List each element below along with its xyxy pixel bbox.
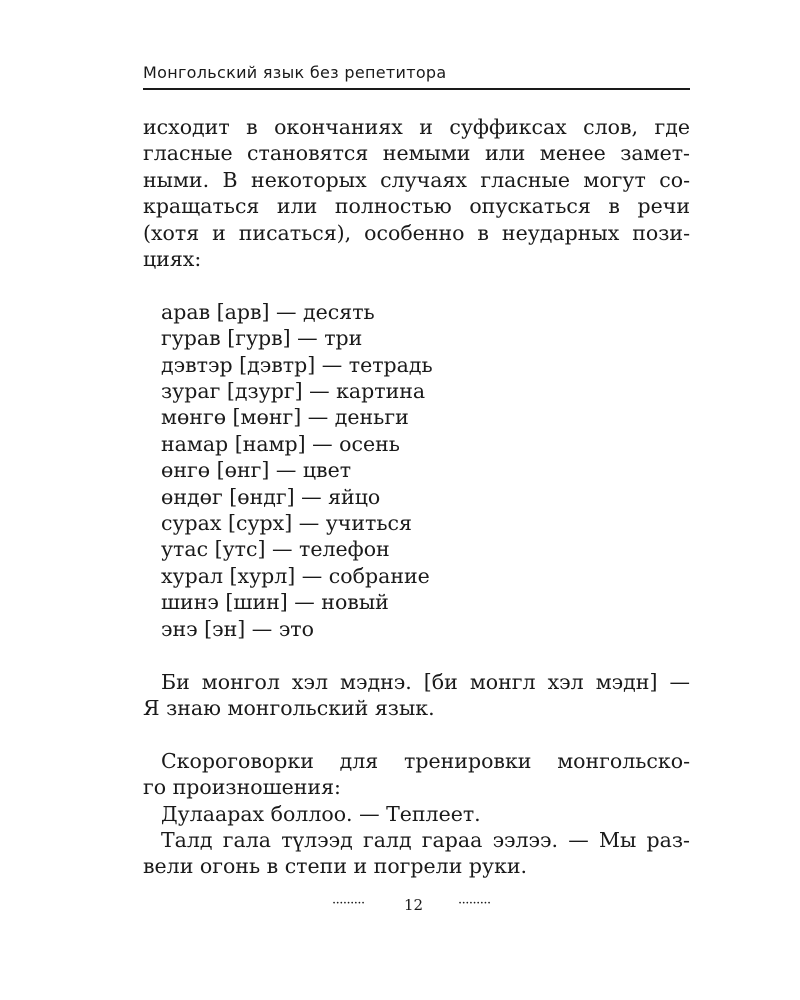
sentence-line: Би монгол хэл мэднэ. [би монгл хэл мэдн] — bbox=[161, 669, 690, 694]
section-heading-line: го произношения: bbox=[143, 775, 341, 800]
footer-dots-left: ········· bbox=[332, 896, 365, 911]
example-item: өнгө [өнг] — цвет bbox=[161, 458, 352, 483]
tongue-twister-item: вели огонь в степи и погрели руки. bbox=[143, 854, 528, 879]
example-item: шинэ [шин] — новый bbox=[161, 590, 389, 615]
page-number: 12 bbox=[404, 896, 424, 914]
example-item: утас [утс] — телефон bbox=[161, 537, 390, 562]
example-item: зураг [дзург] — картина bbox=[161, 379, 426, 404]
example-item: дэвтэр [дэвтр] — тетрадь bbox=[161, 352, 433, 377]
intro-line: ными. В некоторых случаях гласные могут со- bbox=[143, 167, 690, 192]
spacer bbox=[143, 721, 690, 747]
example-item: сурах [сурх] — учиться bbox=[161, 511, 412, 536]
example-item: мөнгө [мөнг] — деньги bbox=[161, 405, 409, 430]
spacer bbox=[143, 642, 690, 668]
intro-line: исходит в окончаниях и суффиксах слов, где bbox=[143, 115, 690, 139]
sentence-line: Я знаю монгольский язык. bbox=[143, 695, 435, 720]
footer-dots-right: ········· bbox=[458, 896, 491, 911]
header-divider bbox=[143, 88, 690, 90]
page-body bbox=[143, 114, 690, 880]
example-item: хурал [хурл] — собрание bbox=[161, 563, 430, 588]
example-item: энэ [эн] — это bbox=[161, 616, 314, 641]
intro-line: циях: bbox=[143, 247, 202, 272]
example-item: намар [намр] — осень bbox=[161, 431, 400, 456]
section-heading-line: Скороговорки для тренировки монгольско- bbox=[161, 748, 690, 773]
intro-line: кращаться или полностью опускаться в речи bbox=[143, 194, 690, 219]
intro-line: гласные становятся немыми или менее замет- bbox=[143, 141, 690, 166]
running-header: Монгольский язык без репетитора bbox=[143, 63, 447, 82]
spacer bbox=[143, 272, 690, 298]
tongue-twister-item: Талд гала түлээд галд гараа ээлээ. — Мы раз- bbox=[161, 827, 690, 852]
intro-line: (хотя и писаться), особенно в неударных пози- bbox=[143, 220, 690, 245]
tongue-twisters-section bbox=[143, 748, 690, 880]
examples-list bbox=[143, 299, 690, 642]
example-item: гурав [гурв] — три bbox=[161, 326, 363, 351]
intro-paragraph bbox=[143, 114, 690, 272]
tongue-twister-item: Дулаарах боллоо. — Теплеет. bbox=[161, 801, 481, 826]
example-item: арав [арв] — десять bbox=[161, 299, 375, 324]
example-item: өндөг [өндг] — яйцо bbox=[161, 484, 381, 509]
example-sentence bbox=[143, 669, 690, 722]
